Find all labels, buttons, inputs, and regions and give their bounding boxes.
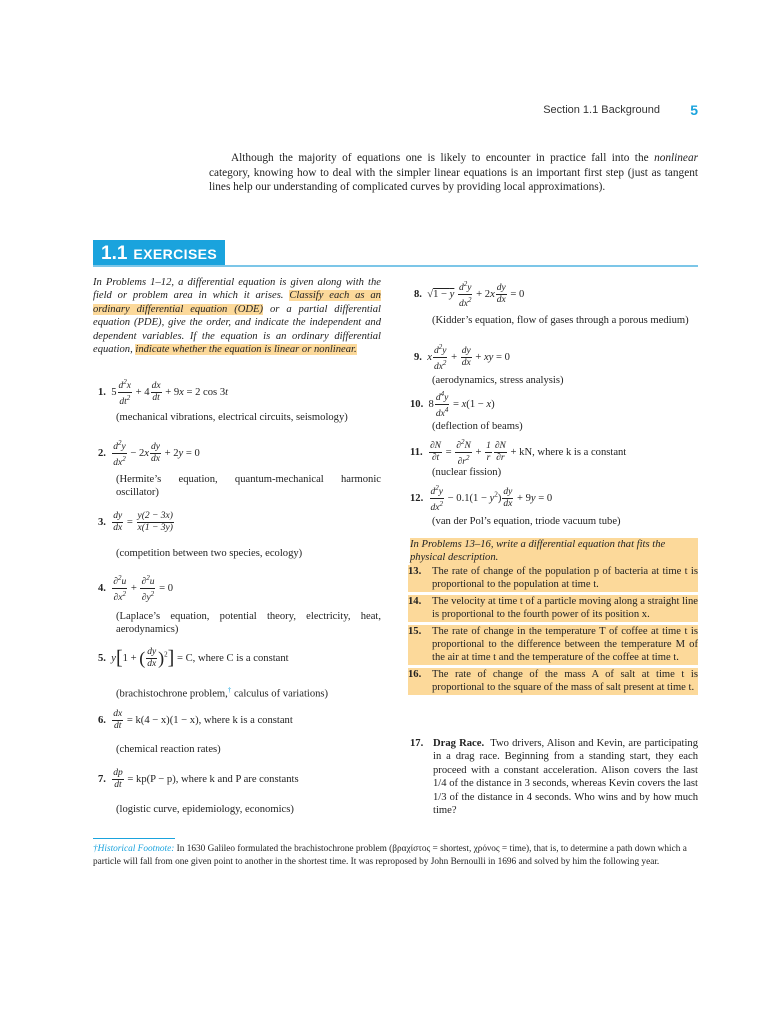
exercises-rule xyxy=(93,265,698,267)
running-header xyxy=(0,104,768,120)
problem-10-note: (deflection of beams) xyxy=(432,421,523,432)
problem-7-equation: 7. $\frac{dp}{dt}$ = kp(P − p), where k and P are constants xyxy=(98,768,299,790)
problem-16: 16. The rate of change of the mass A of salt at time t is proportional to the square of the mass of salt present at time t. xyxy=(408,668,698,694)
problem-12-equation: 12. $\frac{d^2y}{dx^2}$ − $0.1(1 - y^2)$ $\frac{dy}{dx}$ + 9y = 0 xyxy=(410,484,553,514)
instructions-1-12: In Problems 1–12, a differential equation is given along with the field or problem area in which it arises. Classify each as an ordinary differential equation (ODE) or a partial differential equation (PDE), give the order, and indicate the independent and dependent variables. If the equation is an ordinary differential equation, indicate whether the equation is linear or nonlinear. xyxy=(93,277,381,356)
intro-paragraph: Although the majority of equations one is likely to encounter in practice fall into the nonlinear category, knowing how to deal with the simpler linear equations is an important first step (just as tangent lines help our understanding of complicated curves by providing local approximations). xyxy=(209,152,698,194)
problem-6-equation: 6. $\frac{dx}{dt}$ = k(4 − x)(1 − x), where k is a constant xyxy=(98,709,293,731)
problem-1-equation: 1. 5 $\frac{d^2x}{dt^2}$ + 4 $\frac{dx}{dt}$ + 9x = 2 cos 3t xyxy=(98,378,229,408)
highlight-classify: Classify each as an ordinary differential equation (ODE) xyxy=(93,290,381,315)
problem-11-note: (nuclear fission) xyxy=(432,467,502,478)
problem-2-note: (Hermite’s equation, quantum-mechanical harmonic oscillator) xyxy=(116,474,381,499)
problem-1-note: (mechanical vibrations, electrical circuits, seismology) xyxy=(116,412,348,423)
section-label: Section 1.1 Background xyxy=(543,104,660,116)
problems-13-16 xyxy=(408,565,698,695)
problem-10-equation: 10. 8 $\frac{d^4y}{dx^4}$ = x(1 − x) xyxy=(410,390,495,420)
problem-17: 17. Drag Race. Two drivers, Alison and Kevin, are participating in a drag race. Beginning from a standing start, they each proceed with a constant acceleration. Alison covers the last 1/4 of the distance in 3 seconds, whereas Kevin covers the last 1/3 of the distance in 4 seconds. Who wins and by how much time? xyxy=(410,738,699,817)
problem-6-note: (chemical reaction rates) xyxy=(116,744,221,755)
exercises-heading xyxy=(93,240,225,267)
footnote-rule xyxy=(93,838,175,839)
problem-9-equation: 9. x $\frac{d^2y}{dx^2}$ + $\frac{dy}{dx}$ + xy = 0 xyxy=(414,343,510,373)
problem-8-equation: 8. √1 − y $\frac{d^2y}{dx^2}$ + 2x $\frac{dy}{dx}$ = 0 xyxy=(414,280,525,310)
problem-15: 15. The rate of change in the temperature T of coffee at time t is proportional to the difference between the temperature M of the air at time t and the temperature of the coffee at time t. xyxy=(408,625,698,664)
problem-5-equation: 5. y[1 + ( $\frac{dy}{dx}$ )$^2$] = C, where C is a constant xyxy=(98,646,289,669)
problem-2-equation: 2. $\frac{d^2y}{dx^2}$ − 2x $\frac{dy}{dx}$ + 2y = 0 xyxy=(98,439,200,469)
problem-4-note: (Laplace’s equation, potential theory, electricity, heat, aerodynamics) xyxy=(116,611,381,636)
highlight-linear: indicate whether the equation is linear or nonlinear. xyxy=(135,344,357,356)
problem-8-note: (Kidder’s equation, flow of gases through a porous medium) xyxy=(432,315,689,326)
instructions-13-16: In Problems 13–16, write a differential equation that fits the physical description. xyxy=(410,538,698,565)
problem-3-equation: 3. $\frac{dy}{dx}$ = $\frac{y(2 - 3x)}{x(1 - 3y)}$ xyxy=(98,511,173,533)
problem-9-note: (aerodynamics, stress analysis) xyxy=(432,375,564,386)
page-number: 5 xyxy=(690,102,698,118)
problem-12-note: (van der Pol’s equation, triode vacuum tube) xyxy=(432,516,621,527)
exercises-number: 1.1 xyxy=(101,242,128,264)
problem-14: 14. The velocity at time t of a particle moving along a straight line is proportional to the fourth power of its position x. xyxy=(408,595,698,621)
problem-7-note: (logistic curve, epidemiology, economics) xyxy=(116,804,294,815)
footnote-marker[interactable]: † xyxy=(227,686,232,694)
problem-17-title: Drag Race. xyxy=(433,738,485,749)
problem-11-equation: 11. $\frac{\partial N}{\partial t}$ = $\frac{\partial^2N}{\partial r^2}$ + $\frac{1}{r}$ $\frac{\partial N}{\partial r}$ + kN, where k is a constant xyxy=(410,438,627,468)
problem-13: 13. The rate of change of the population p of bacteria at time t is proportional to the population at time t. xyxy=(408,566,698,591)
problem-4-equation: 4. $\frac{\partial^2u}{\partial x^2}$ + $\frac{\partial^2u}{\partial y^2}$ = 0 xyxy=(98,574,174,604)
exercises-title: EXERCISES xyxy=(133,245,218,262)
problem-5-note: (brachistochrone problem,† calculus of variations) xyxy=(116,686,329,700)
historical-footnote: †Historical Footnote: In 1630 Galileo formulated the brachistochrone problem (βραχίστος = shortest, χρόνος = time), that is, to determine a path down which a particle will fall from one given point to another in the shortest time. It was reproposed by John Bernoulli in 1696 and solved by him the following year. xyxy=(93,844,687,867)
problem-3-note: (competition between two species, ecology) xyxy=(116,548,303,559)
